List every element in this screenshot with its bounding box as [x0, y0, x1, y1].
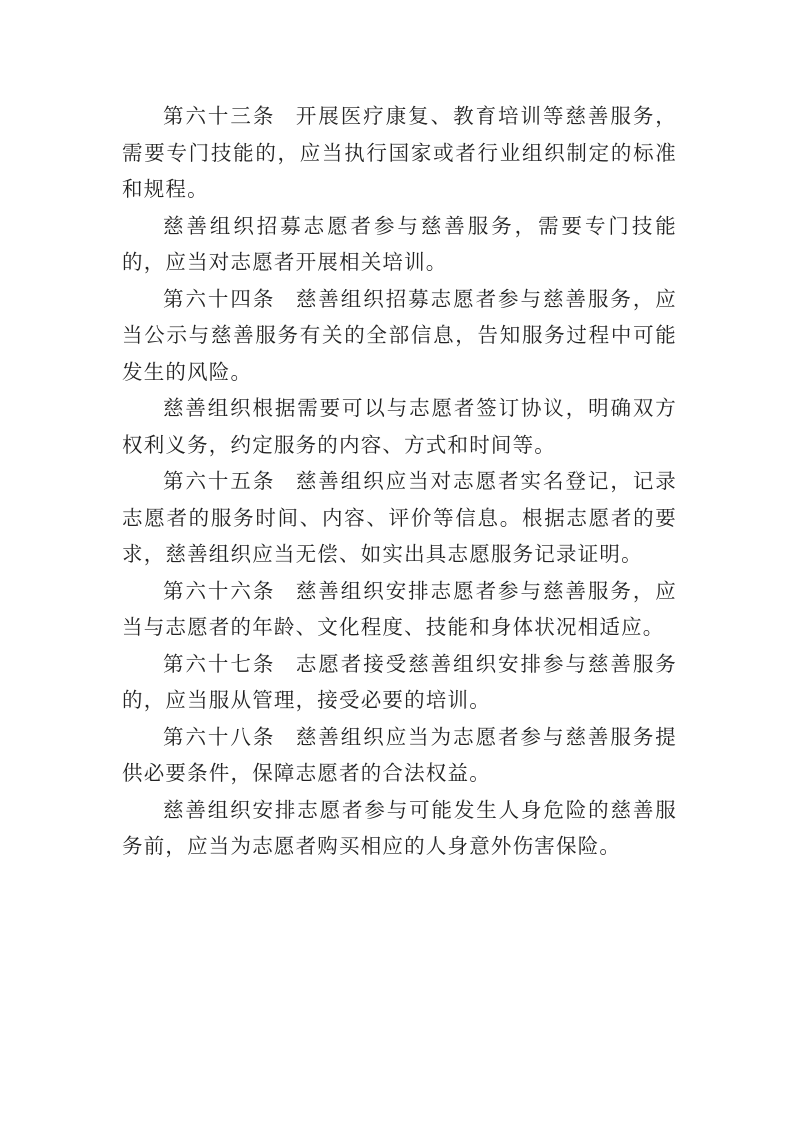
document-body [122, 98, 677, 865]
paragraph-text: 慈善组织安排志愿者参与慈善服务，应当与志愿者的年龄、文化程度、技能和身体状况相适应。 [122, 578, 678, 639]
article-number: 第六十五条 [163, 469, 276, 493]
article-number: 第六十八条 [163, 724, 276, 749]
paragraph-article-65 [122, 463, 677, 573]
article-number: 第六十四条 [163, 286, 276, 311]
paragraph-article-68-2 [122, 792, 677, 865]
paragraph-article-64-2 [122, 390, 677, 463]
paragraph-text: 慈善组织招募志愿者参与慈善服务，需要专门技能的，应当对志愿者开展相关培训。 [122, 213, 677, 274]
paragraph-article-64 [122, 281, 677, 391]
article-number: 第六十三条 [163, 104, 276, 128]
article-number: 第六十六条 [163, 578, 276, 603]
paragraph-article-63 [122, 98, 677, 208]
paragraph-text: 慈善组织安排志愿者参与可能发生人身危险的慈善服务前，应当为志愿者购买相应的人身意外伤害保险。 [122, 797, 677, 858]
paragraph-text: 志愿者接受慈善组织安排参与慈善服务的，应当服从管理，接受必要的培训。 [122, 651, 678, 712]
paragraph-text: 慈善组织招募志愿者参与慈善服务，应当公示与慈善服务有关的全部信息，告知服务过程中可能发生的风险。 [122, 286, 678, 384]
paragraph-text: 慈善组织根据需要可以与志愿者签订协议，明确双方权利义务，约定服务的内容、方式和时间等。 [122, 396, 677, 457]
paragraph-article-68 [122, 719, 677, 792]
paragraph-text: 慈善组织应当对志愿者实名登记，记录志愿者的服务时间、内容、评价等信息。根据志愿者的要求，慈善组织应当无偿、如实出具志愿服务记录证明。 [122, 469, 678, 566]
paragraph-article-66 [122, 573, 677, 646]
paragraph-article-63-2 [122, 208, 677, 281]
paragraph-text: 开展医疗康复、教育培训等慈善服务，需要专门技能的，应当执行国家或者行业组织制定的标准和规程。 [122, 104, 678, 201]
paragraph-text: 慈善组织应当为志愿者参与慈善服务提供必要条件，保障志愿者的合法权益。 [122, 724, 678, 785]
article-number: 第六十七条 [163, 651, 276, 676]
paragraph-article-67 [122, 646, 677, 719]
